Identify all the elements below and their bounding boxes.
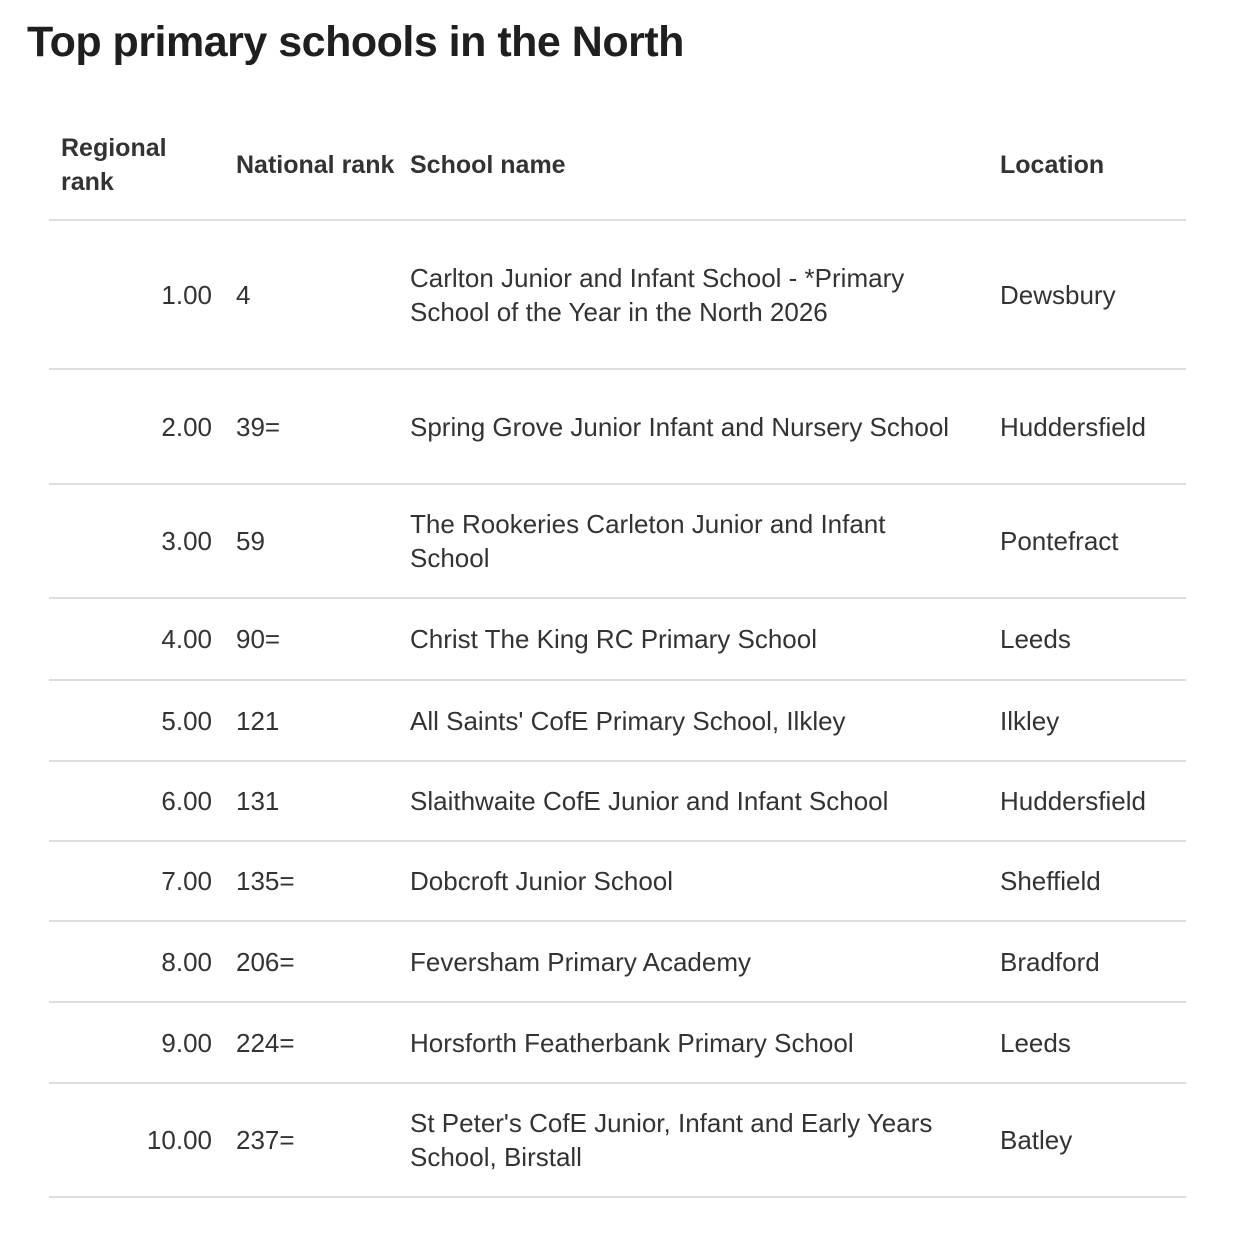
school-name-cell: All Saints' CofE Primary School, Ilkley [398,680,988,761]
national-rank-cell: 206= [224,921,398,1002]
school-name-cell: Slaithwaite CofE Junior and Infant School [398,761,988,841]
location-cell: Sheffield [988,841,1186,921]
header-school-name: School name [398,110,988,220]
school-name-cell: Horsforth Featherbank Primary School [398,1002,988,1083]
national-rank-cell: 121 [224,680,398,761]
national-rank-cell: 131 [224,761,398,841]
location-cell: Huddersfield [988,369,1186,484]
table-row [49,484,1186,598]
page-title: Top primary schools in the North [27,18,684,66]
table-row [49,369,1186,484]
header-row [49,110,1186,220]
school-name-cell: Carlton Junior and Infant School - *Primary School of the Year in the North 2026 [398,220,988,369]
header-regional-rank: Regional rank [49,110,224,220]
regional-rank-cell: 1.00 [49,220,224,369]
location-cell: Batley [988,1083,1186,1197]
table-row [49,761,1186,841]
regional-rank-cell: 10.00 [49,1083,224,1197]
regional-rank-cell: 4.00 [49,598,224,680]
regional-rank-cell: 6.00 [49,761,224,841]
location-cell: Leeds [988,1002,1186,1083]
location-cell: Dewsbury [988,220,1186,369]
national-rank-cell: 4 [224,220,398,369]
table-header [49,110,1186,220]
school-name-cell: Christ The King RC Primary School [398,598,988,680]
schools-table [49,110,1186,1198]
national-rank-cell: 224= [224,1002,398,1083]
location-cell: Bradford [988,921,1186,1002]
national-rank-cell: 59 [224,484,398,598]
table-body [49,220,1186,1197]
table-row [49,220,1186,369]
regional-rank-cell: 2.00 [49,369,224,484]
table-row [49,598,1186,680]
national-rank-cell: 237= [224,1083,398,1197]
header-location: Location [988,110,1186,220]
location-cell: Pontefract [988,484,1186,598]
regional-rank-cell: 9.00 [49,1002,224,1083]
regional-rank-cell: 8.00 [49,921,224,1002]
school-name-cell: St Peter's CofE Junior, Infant and Early Years School, Birstall [398,1083,988,1197]
school-name-cell: Dobcroft Junior School [398,841,988,921]
national-rank-cell: 39= [224,369,398,484]
school-name-cell: The Rookeries Carleton Junior and Infant School [398,484,988,598]
table-row [49,1002,1186,1083]
national-rank-cell: 135= [224,841,398,921]
school-name-cell: Spring Grove Junior Infant and Nursery School [398,369,988,484]
location-cell: Ilkley [988,680,1186,761]
table-row [49,680,1186,761]
regional-rank-cell: 5.00 [49,680,224,761]
table-row [49,921,1186,1002]
table-row [49,1083,1186,1197]
regional-rank-cell: 7.00 [49,841,224,921]
location-cell: Huddersfield [988,761,1186,841]
regional-rank-cell: 3.00 [49,484,224,598]
national-rank-cell: 90= [224,598,398,680]
location-cell: Leeds [988,598,1186,680]
header-national-rank: National rank [224,110,398,220]
school-name-cell: Feversham Primary Academy [398,921,988,1002]
table-row [49,841,1186,921]
